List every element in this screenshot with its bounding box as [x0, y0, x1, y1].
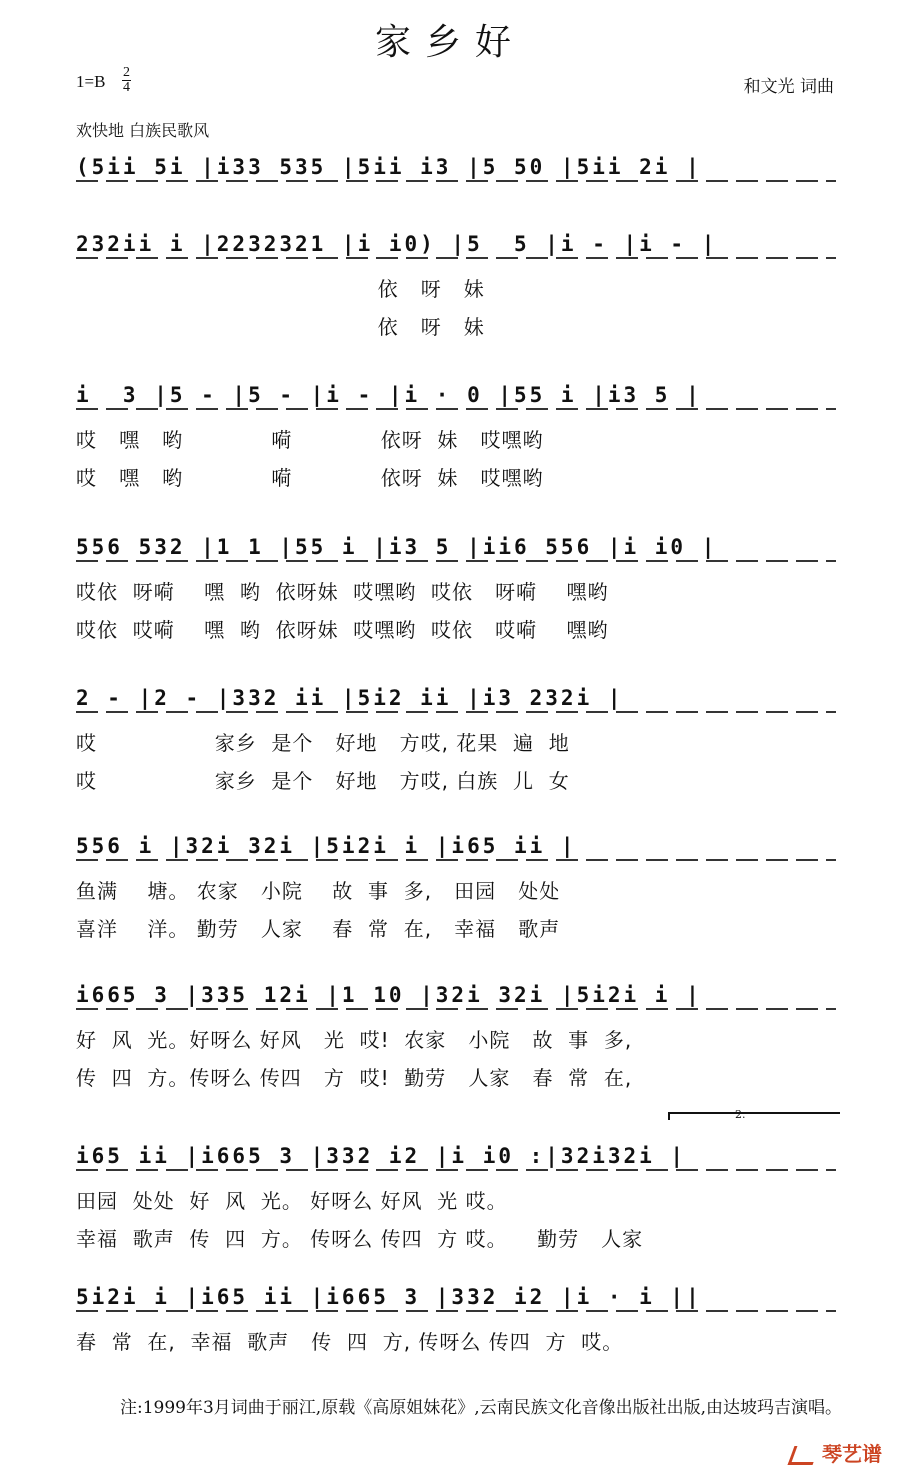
time-signature-top: 2	[123, 65, 130, 80]
lyric-line: 哎依 哎嗬 嘿 哟 依呀妹 哎嘿哟 哎依 哎嗬 嘿哟	[76, 618, 609, 642]
lyric-line: 幸福 歌声 传 四 方。 传呀么 传四 方 哎。 勤劳 人家	[76, 1227, 644, 1251]
notation-line: i65 ii |i665 3 |332 i2 |i i0 :|32i32i |	[76, 1144, 687, 1168]
notation-line: 2 - |2 - |332 ii |5i2 ii |i3 232i |	[76, 686, 624, 710]
beam-underline	[76, 1008, 836, 1014]
logo-text: 琴艺谱	[822, 1442, 882, 1466]
lyric-line: 依 呀 妹	[76, 277, 485, 301]
beam-underline	[76, 859, 836, 865]
beam-underline	[76, 257, 836, 263]
lyric-line: 依 呀 妹	[76, 315, 485, 339]
tempo-marking: 欢快地 白族民歌风	[76, 121, 210, 140]
notation-line: 556 532 |1 1 |55 i |i3 5 |ii6 556 |i i0 |	[76, 535, 718, 559]
beam-underline	[76, 711, 836, 717]
time-signature-bottom: 4	[123, 80, 130, 95]
notation-line: 556 i |32i 32i |5i2i i |i65 ii |	[76, 834, 577, 858]
lyric-line: 哎 嘿 哟 嗬 依呀 妹 哎嘿哟	[76, 428, 544, 452]
lyric-line: 鱼满 塘。 农家 小院 故 事 多, 田园 处处	[76, 879, 561, 903]
volta-label: 2.	[735, 1108, 746, 1121]
credit: 和文光 词曲	[743, 77, 834, 97]
lyric-line: 喜洋 洋。 勤劳 人家 春 常 在, 幸福 歌声	[76, 917, 561, 941]
beam-underline	[76, 180, 836, 186]
lyric-line: 好 风 光。好呀么 好风 光 哎! 农家 小院 故 事 多,	[76, 1028, 633, 1052]
lyric-line: 哎依 呀嗬 嘿 哟 依呀妹 哎嘿哟 哎依 呀嗬 嘿哟	[76, 580, 609, 604]
lyric-line: 哎 家乡 是个 好地 方哎, 花果 遍 地	[76, 731, 570, 755]
notation-line: 5i2i i |i65 ii |i665 3 |332 i2 |i · i ||	[76, 1285, 702, 1309]
lyric-line: 哎 家乡 是个 好地 方哎, 白族 儿 女	[76, 769, 570, 793]
page-title: 家乡好	[374, 22, 525, 63]
key-signature: 1=B	[76, 72, 106, 91]
lyric-line: 传 四 方。传呀么 传四 方 哎! 勤劳 人家 春 常 在,	[76, 1066, 633, 1090]
notation-line: (5ii 5i |i33 535 |5ii i3 |5 50 |5ii 2i |	[76, 155, 702, 179]
lyric-line: 春 常 在, 幸福 歌声 传 四 方, 传呀么 传四 方 哎。	[76, 1330, 624, 1354]
time-signature	[122, 66, 131, 95]
beam-underline	[76, 1169, 836, 1175]
lyric-line: 哎 嘿 哟 嗬 依呀 妹 哎嘿哟	[76, 466, 544, 490]
notation-line: i 3 |5 - |5 - |i - |i · 0 |55 i |i3 5 |	[76, 383, 702, 407]
beam-underline	[76, 560, 836, 566]
beam-underline	[76, 408, 836, 414]
footnote: 注:1999年3月词曲于丽江,原载《高原姐妹花》,云南民族文化音像出版社出版,由达坡玛吉演唱。	[120, 1398, 843, 1418]
beam-underline	[76, 1310, 836, 1316]
notation-line: i665 3 |335 12i |1 10 |32i 32i |5i2i i |	[76, 983, 702, 1007]
volta-bracket	[668, 1112, 840, 1120]
notation-line: 232ii i |2232321 |i i0) |5 5 |i - |i - |	[76, 232, 718, 256]
lyric-line: 田园 处处 好 风 光。 好呀么 好风 光 哎。	[76, 1189, 508, 1213]
logo	[791, 1438, 882, 1467]
logo-icon	[788, 1446, 820, 1465]
